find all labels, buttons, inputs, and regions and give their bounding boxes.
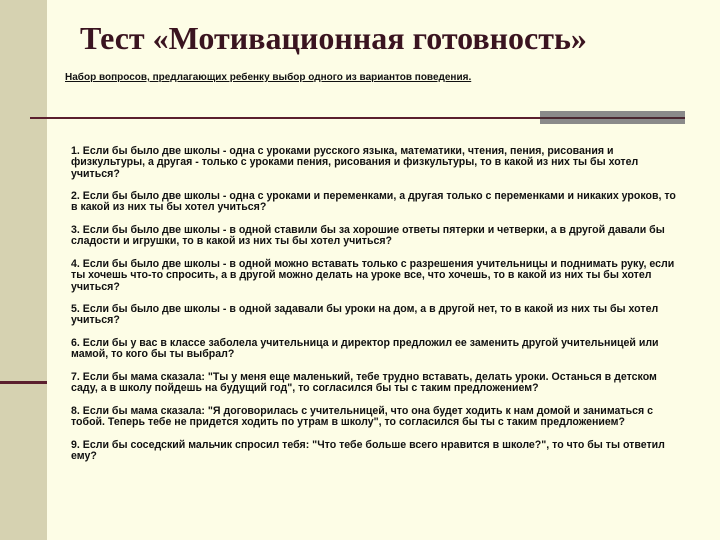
question-3: 3. Если бы было две школы - в одной ставили бы за хорошие ответы пятерки и четверки, а в другой давали бы сладости и игрушки, то в какой из них ты бы хотел учиться? [71,224,665,248]
question-2: 2. Если бы было две школы - одна с уроками и переменками, а другая только с переменками и никаких уроков, то в какой из них ты бы хотел учиться? [71,190,676,214]
sidebar-decoration [0,0,47,540]
question-1: 1. Если бы было две школы - одна с уроками русского языка, математики, чтения, пения, рисования и физкультуры, а другая - только с уроками пения, рисования и физкультуры, то в какой из них ты бы хотел учиться? [71,145,639,180]
question-9: 9. Если бы соседский мальчик спросил тебя: "Что тебе больше всего нравится в школе?", то что бы ты ответил ему? [71,438,665,463]
accent-bar-line [540,117,685,119]
question-7: 7. Если бы мама сказала: "Ты у меня еще маленький, тебе трудно вставать, делать уроки. Останься в детском саду, а в школу пойдешь на будущий год", то согласился бы ты с таким предложением? [71,370,657,395]
sidebar-divider [0,381,47,384]
question-6: 6. Если бы у вас в классе заболела учительница и директор предложил ее заменить другой учительницей или мамой, то кого бы ты выбрал? [71,337,659,361]
slide-subtitle: Набор вопросов, предлагающих ребенку выбор одного из вариантов поведения. [65,72,472,83]
question-8: 8. Если бы мама сказала: "Я договорилась с учительницей, что она будет ходить к нам домой и заниматься с тобой. Теперь тебе не придется ходить по утрам в школу", то согласился бы ты с таким предложением? [71,404,654,429]
question-list [71,146,683,474]
question-4: 4. Если бы было две школы - в одной можно вставать только с разрешения учительницы и поднимать руку, если ты хочешь что-то спросить, а в другой можно делать на уроке все, что хочешь, то в какой из них ты бы хотел учиться? [71,257,675,293]
question-5: 5. Если бы было две школы - в одной задавали бы уроки на дом, а в другой нет, то в какой из них ты бы хотел учиться? [71,303,659,327]
slide-title: Тест «Мотивационная готовность» [80,20,587,56]
